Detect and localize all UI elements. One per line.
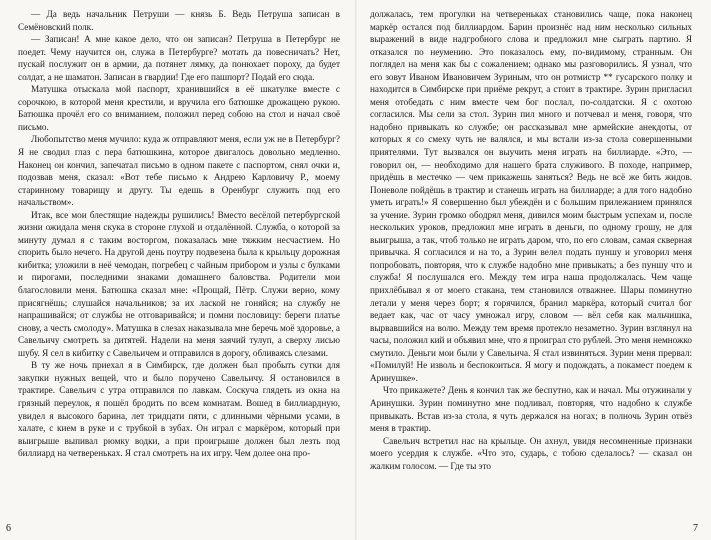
- right-page-number: 7: [693, 523, 698, 534]
- left-paragraph-6: В ту же ночь приехал я в Симбирск, где должен был пробыть сутки для закупки нужных вещей, что и было поручено Савельичу. Я остановился в трактире. Савельич с утра отправился по лавкам. Соскуча глядеть из окна на грязный переулок, я пошёл бродить по всем комнатам. Вошед в биллиардную, увидел я высокого барина, лет тридцати пяти, с длинными чёрными усами, в халате, с кием в руке и с трубкой в зубах. Он играл с маркёром, который при выигрыше выпивал рюмку водки, а при проигрыше должен был лезть под биллиард на четвереньках. Я стал смотреть на их игру. Чем долее она про-: [18, 360, 340, 459]
- right-paragraph-1: должалась, тем прогулки на четвереньках становились чаще, пока наконец маркёр остался под биллиардом. Барин произнёс над ним несколько сильных выражений в виде надгробного слова и предложил мне сыграть партию. Я отказался по неумению. Это показалось ему, по-видимому, странным. Он поглядел на меня как бы с сожалением; однако мы разговорились. Я узнал, что его зовут Иваном Ивановичем Зуриным, что он ротмистр ** гусарского полку и находится в Симбирске при приёме рекрут, а стоит в трактире. Зурин пригласил меня отобедать с ним вместе чем бог послал, по-солдатски. Я с охотою согласился. Мы сели за стол. Зурин пил много и потчевал и меня, говоря, что надобно привыкать ко службе; он рассказывал мне армейские анекдоты, от которых я со смеху чуть не валялся, и мы встали из-за стола совершенными приятелями. Тут вызвался он выучить меня играть на биллиарде. «Это, — говорил он, — необходимо для нашего брата служивого. В походе, например, придёшь в местечко — чем прикажешь заняться? Ведь не всё же бить жидов. Поневоле пойдёшь в трактир и станешь играть на биллиарде; а для того надобно уметь играть!» Я совершенно был убеждён и с большим прилежанием принялся за учение. Зурин громко ободрял меня, дивился моим быстрым успехам и, после нескольких уроков, предложил мне играть в деньги, по одному грошу, не для выигрыша, а так, чтоб только не играть даром, что, по его словам, самая скверная привычка. Я согласился и на то, а Зурин велел подать пуншу и уговорил меня попробовать, повторяя, что к службе надобно мне привыкать; а без пуншу что и служба! Я послушался его. Между тем игра наша продолжалась. Чем чаще прихлёбывал я от моего стакана, тем становился отважнее. Шары поминутно летали у меня через борт; я горячился, бранил маркёра, который считал бог ведает как, час от часу умножал игру, словом — вёл себя как мальчишка, вырвавшийся на волю. Между тем время протекло незаметно. Зурин взглянул на часы, положил кий и объявил мне, что я проиграл сто рублей. Это меня немножко смутило. Деньги мои были у Савельича. Я стал извиняться. Зурин меня прервал: «Помилуй! Не изволь и беспокоиться. Я могу и подождать, а покамест поедем к Аринушке».: [370, 9, 692, 383]
- left-page-number: 6: [6, 523, 11, 534]
- left-paragraph-1: — Да ведь начальник Петруши — князь Б. Ведь Петруша записан в Семёновский полк.: [18, 9, 340, 32]
- right-page: [370, 8, 692, 508]
- left-page: [18, 8, 340, 508]
- left-paragraph-4: Любопытство меня мучило: куда ж отправляют меня, если уж не в Петербург? Я не сводил глаз с пера батюшкина, которое двигалось довольно медленно. Наконец он кончил, запечатал письмо в одном пакете с паспортом, снял очки и, подозвав меня, сказал: «Вот тебе письмо к Андрею Карловичу Р., моему старинному товарищу и другу. Ты едешь в Оренбург служить под его начальством».: [18, 134, 340, 208]
- left-paragraph-3: Матушка отыскала мой паспорт, хранившийся в её шкатулке вместе с сорочкою, в которой меня крестили, и вручила его батюшке дрожащею рукою. Батюшка прочёл его со вниманием, положил перед собою на стол и начал своё письмо.: [18, 84, 340, 132]
- right-paragraph-2: Что прикажете? День я кончил так же беспутно, как и начал. Мы отужинали у Аринушки. Зурин поминутно мне подливал, повторяя, что надобно к службе привыкать. Встав из-за стола, я чуть держался на ногах; в полночь Зурин отвёз меня в трактир.: [370, 385, 692, 434]
- book-gutter: [355, 0, 357, 540]
- left-paragraph-2: — Записан! А мне какое дело, что он записан? Петруша в Петербург не поедет. Чему научится он, служа в Петербурге? мотать да повесничать? Нет, пускай послужит он в армии, да потянет лямку, да понюхает пороху, да будет солдат, а не шаматон. Записан в гвардии! Где его пашпорт? Подай его сюда.: [18, 34, 340, 82]
- right-paragraph-3: Савельич встретил нас на крыльце. Он ахнул, увидя несомненные признаки моего усердия к службе. «Что это, сударь, с тобою сделалось? — сказал он жалким голосом. — Где ты это: [370, 435, 692, 471]
- left-paragraph-5: Итак, все мои блестящие надежды рушились! Вместо весёлой петербургской жизни ожидала меня скука в стороне глухой и отдалённой. Служба, о которой за минуту думал я с таким восторгом, показалась мне тяжким несчастием. Но спорить было нечего. На другой день поутру подвезена была к крыльцу дорожная кибитка; уложили в неё чемодан, погребец с чайным прибором и узлы с булками и пирогами, последними знаками домашнего баловства. Родители мои благословили меня. Батюшка сказал мне: «Прощай, Пётр. Служи верно, кому присягнёшь; слушайся начальников; за их лаской не гоняйся; на службу не напрашивайся; от службы не отговаривайся; и помни пословицу: береги платье снову, а честь смолоду». Матушка в слезах наказывала мне беречь моё здоровье, а Савельичу смотреть за дитятей. Надели на меня заячий тулуп, а сверху лисью шубу. Я сел в кибитку с Савельичем и отправился в дорогу, обливаясь слезами.: [18, 209, 340, 358]
